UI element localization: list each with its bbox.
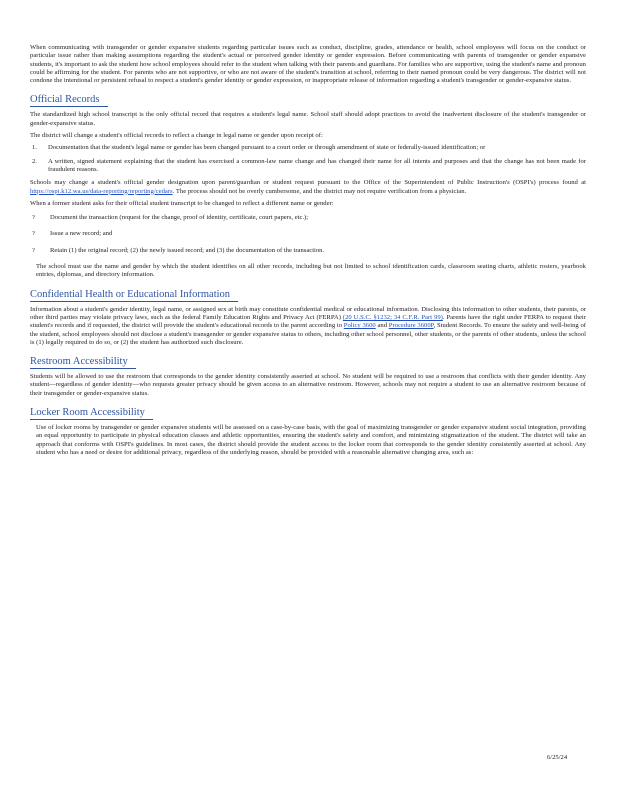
procedure-3600p-link[interactable]: Procedure 3600P bbox=[388, 322, 434, 330]
official-records-paragraph-2: The district will change a student's official records to reflect a change in legal name or gender upon receipt of: bbox=[30, 132, 323, 140]
list-item-text: Issue a new record; and bbox=[50, 230, 113, 238]
list-item-number: 2. bbox=[32, 157, 37, 165]
list-item-text: Document the transaction (request for the change, proof of identity, certificate, court papers, etc.); bbox=[50, 214, 309, 222]
ferpa-citation-link[interactable]: (20 U.S.C. §1232; 34 C.F.R. Part 99) bbox=[342, 313, 443, 321]
document-body bbox=[30, 44, 586, 457]
former-student-steps-list bbox=[30, 214, 586, 255]
list-item bbox=[30, 230, 586, 238]
locker-room-accessibility-heading: Locker Room Accessibility bbox=[30, 407, 153, 420]
list-item-text: A written, signed statement explaining that the student has exercised a common-law name change and has changed their name for all intents and purposes and that the change has not been made for fraudulent reasons. bbox=[48, 157, 586, 173]
official-records-paragraph-5: The school must use the name and gender by which the student identifies on all other records, including but not limited to school identification cards, classroom seating charts, athletic rosters, yearbook entries, diplomas, and directory information. bbox=[36, 263, 586, 279]
list-item-text: Documentation that the student's legal name or gender has been changed pursuant to a court order or through amendment of state or federally-issued identification; or bbox=[48, 144, 486, 152]
list-item-text: Retain (1) the original record; (2) the newly issued record; and (3) the documentation of the transaction. bbox=[50, 246, 325, 254]
list-item bbox=[30, 158, 586, 175]
intro-paragraph: When communicating with transgender or gender expansive students regarding particular issues such as conduct, discipline, grades, attendance or health, school employees will focus on the conduct or particular issue rather than making assumptions regarding the student's actual or perceived gender identity or gender expression. Before communicating with parents of transgender or gender expansive students, it's important to ask the student how school employees should refer to the student when talking with their parents and guardians. For families who are supportive, using the student's name and pronoun could be affirming for the student. For parents who are not supportive, or who are not aware of the student's transition at school, referring to their named pronoun could be very dangerous. The district will not condone the intentional or persistent refusal to respect a student's gender identity or gender expression, or inappropriate release of information regarding a student's transgender or gender-expansive status. bbox=[30, 44, 586, 85]
change-documentation-list bbox=[30, 144, 586, 174]
list-item bbox=[30, 144, 586, 152]
locker-room-paragraph: Use of locker rooms by transgender or gender expansive students will be assessed on a case-by-case basis, with the goal of maximizing transgender or gender expansive student social integration, providing an equal opportunity to participate in physical education classes and athletic opportunities, ensuring the student's safety and comfort, and minimizing stigmatization of the student. The district will take an approach that conforms with OSPI's guidelines. In most cases, the district should provide the student access to the locker room that corresponds to the gender identity consistently asserted at school. Any student who has a need or desire for additional privacy, regardless of the underlying reason, should be provided with a reasonable alternative changing area, such as: bbox=[36, 424, 586, 456]
official-records-heading: Official Records bbox=[30, 94, 108, 107]
confidential-information-heading: Confidential Health or Educational Information bbox=[30, 289, 238, 302]
restroom-paragraph: Students will be allowed to use the restroom that corresponds to the gender identity consistently asserted at school. No student will be required to use a restroom that conflicts with their gender identity. Any student—regardless of gender identity—who requests greater privacy should be given access to an alternative restroom. However, schools may not require a student to use an alternative restroom because of their transgender or gender-expansive status. bbox=[30, 373, 586, 397]
policy-3600-link[interactable]: Policy 3600 bbox=[343, 322, 376, 330]
official-records-paragraph-3: Schools may change a student's official gender designation upon parent/guardian or student request pursuant to the Office of the Superintendent of Public Instruction's (OSPI's) process found at https://ospi.k12.wa.us/data-reporting/reporting/cedars. The process should not be overly cumbersome, and the district may not require verification from a physician. bbox=[30, 179, 586, 195]
footer-date: 6/25/24 bbox=[547, 754, 568, 761]
official-records-paragraph-4: When a former student asks for their official student transcript to be changed to reflect a different name or gender: bbox=[30, 199, 334, 207]
list-item bbox=[30, 214, 586, 222]
confidential-paragraph: Information about a student's gender identity, legal name, or assigned sex at birth may constitute confidential medical or educational information. Disclosing this information to other students, their parents, or other third parties may violate privacy laws, such as the federal Family Education Rights and Privacy Act (FERPA) (20 U.S.C. §1232; 34 C.F.R. Part 99). Parents have the right under FERPA to request their student's records and if requested, the district will provide the student's educational records to the parent according to Policy 3600 and Procedure 3600P, Student Records. To ensure the safety and well-being of the student, school employees should not disclose a student's transgender or gender expansive status to others, including other school personnel, other students, or the parents of other students, unless the school is (1) legally required to do so, or (2) the student has authorized such disclosure. bbox=[30, 305, 587, 346]
bullet-glyph: ? bbox=[32, 246, 35, 254]
list-item bbox=[30, 247, 586, 255]
list-item-number: 1. bbox=[32, 144, 37, 152]
restroom-accessibility-heading: Restroom Accessibility bbox=[30, 356, 136, 369]
official-records-paragraph-1: The standardized high school transcript is the only official record that requires a student's legal name. School staff should adopt practices to avoid the inadvertent disclosure of the student's transgender or gender-expansive status. bbox=[30, 111, 586, 127]
bullet-glyph: ? bbox=[32, 214, 35, 222]
ospi-cedars-link[interactable]: https://ospi.k12.wa.us/data-reporting/reporting/cedars bbox=[30, 187, 173, 195]
bullet-glyph: ? bbox=[32, 230, 35, 238]
